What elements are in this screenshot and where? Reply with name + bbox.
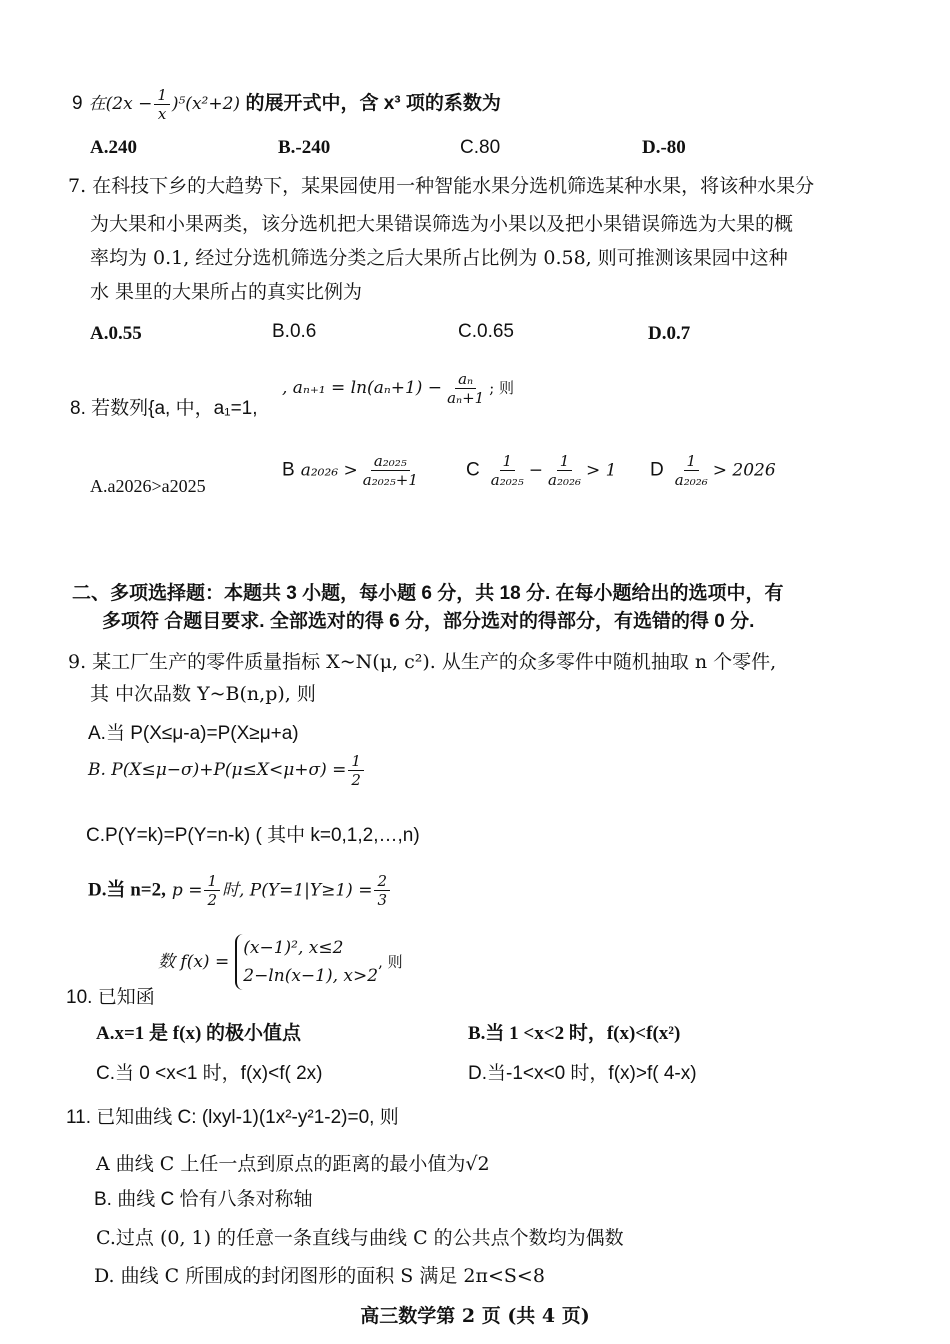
question-number: 9 <box>72 93 83 114</box>
question-11-stem: 11. 已知曲线 C: (lxyl-1)(1x²-y²1-2)=0, 则 <box>66 1107 399 1128</box>
option-c: C.0.65 <box>458 321 514 342</box>
question-9-line-1: 9. 某工厂生产的零件质量指标 X~N(μ, c²). 从生产的众多零件中随机抽取 n 个零件, <box>68 651 777 673</box>
option-a: A.240 <box>90 137 137 158</box>
option-d: D.0.7 <box>648 323 691 344</box>
option-b: B.当 1 <x<2 时，f(x)<f(x²) <box>468 1023 681 1044</box>
option-a: A.a2026>a2025 <box>90 476 206 496</box>
option-d: D. 曲线 C 所围成的封闭图形的面积 S 满足 2π<S<8 <box>94 1265 545 1287</box>
option-b: B.0.6 <box>272 321 317 342</box>
page-footer: 高三数学第 2 页 (共 4 页) <box>360 1305 590 1327</box>
question-7-line-2: 为大果和小果两类，该分选机把大果错误筛选为小果以及把小果错误筛选为大果的概 <box>90 213 794 235</box>
question-10-stem: 10. 已知函 <box>66 987 155 1008</box>
question-7-line-4: 水 果里的大果所占的真实比例为 <box>90 281 363 303</box>
question-7-line-3: 率均为 0.1, 经过分选机筛选分类之后大果所占比例为 0.58, 则可推测该果园中这种 <box>90 247 788 269</box>
section-2-header-line-2: 多项符 合题目要求. 全部选对的得 6 分，部分选对的得部分，有选错的得 0 分. <box>102 611 755 632</box>
question-text: 的展开式中，含 x³ 项的系数为 <box>245 93 501 114</box>
option-d: D.当-1<x<0 时，f(x)>f( 4-x) <box>468 1063 697 1084</box>
option-b: B a₂₀₂₆ > $\frac{\text{a₂₀₂₅}}{\text{a₂₀₂₅+1}}$ <box>282 452 418 489</box>
piecewise-function: 数 f(x) = (x−1)², x≤2 2−ln(x−1), x>2 , 则 <box>158 934 403 990</box>
option-a: A.0.55 <box>90 323 142 344</box>
option-d: D.-80 <box>642 137 686 158</box>
recurrence-formula: , aₙ₊₁ = ln(aₙ+1) − $\frac{\text{aₙ}}{\text{aₙ+1}}$ ; 则 <box>282 370 515 407</box>
option-b: B. 曲线 C 恰有八条对称轴 <box>94 1189 313 1210</box>
option-d: D.当 n=2, p = $\frac{1}{2}$ 时, P(Y=1|Y≥1) = $\frac{2}{3}$ <box>88 872 392 909</box>
expansion-expression: 在(2x − $\frac{1}{x}$ )⁵(x²+2) <box>88 86 241 123</box>
piecewise-cases: (x−1)², x≤2 2−ln(x−1), x>2 <box>235 934 378 990</box>
option-c: C.当 0 <x<1 时，f(x)<f( 2x) <box>96 1063 323 1084</box>
question-7-line-1: 7. 在科技下乡的大趋势下，某果园使用一种智能水果分选机筛选某种水果，将该种水果分 <box>68 175 815 197</box>
option-c: C $\frac{1}{\text{a₂₀₂₅}}$ − $\frac{1}{\text{a₂₀₂₆}}$ > 1 <box>466 452 617 489</box>
option-c: C.P(Y=k)=P(Y=n-k) ( 其中 k=0,1,2,…,n) <box>86 825 420 846</box>
question-8-stem: 8. 若数列{a, 中，a₁=1, <box>70 398 258 419</box>
option-d: D $\frac{1}{\text{a₂₀₂₆}}$ > 2026 <box>650 452 776 489</box>
option-c: C.过点 (0, 1) 的任意一条直线与曲线 C 的公共点个数均为偶数 <box>96 1227 624 1249</box>
option-a: A.当 P(X≤μ-a)=P(X≥μ+a) <box>88 723 299 744</box>
option-b: B.-240 <box>278 137 331 158</box>
question-9-line-2: 其 中次品数 Y~B(n,p), 则 <box>90 683 316 705</box>
question-6-stem <box>72 86 501 123</box>
option-b: B. P(X≤μ−σ)+P(μ≤X<μ+σ) = $\frac{1}{2}$ <box>88 752 366 789</box>
section-2-header-line-1: 二、多项选择题：本题共 3 小题，每小题 6 分，共 18 分. 在每小题给出的选项中，有 <box>72 583 784 604</box>
option-a: A.x=1 是 f(x) 的极小值点 <box>96 1023 302 1044</box>
option-c: C.80 <box>460 137 501 158</box>
option-a: A 曲线 C 上任一点到原点的距离的最小值为√2 <box>96 1153 490 1175</box>
